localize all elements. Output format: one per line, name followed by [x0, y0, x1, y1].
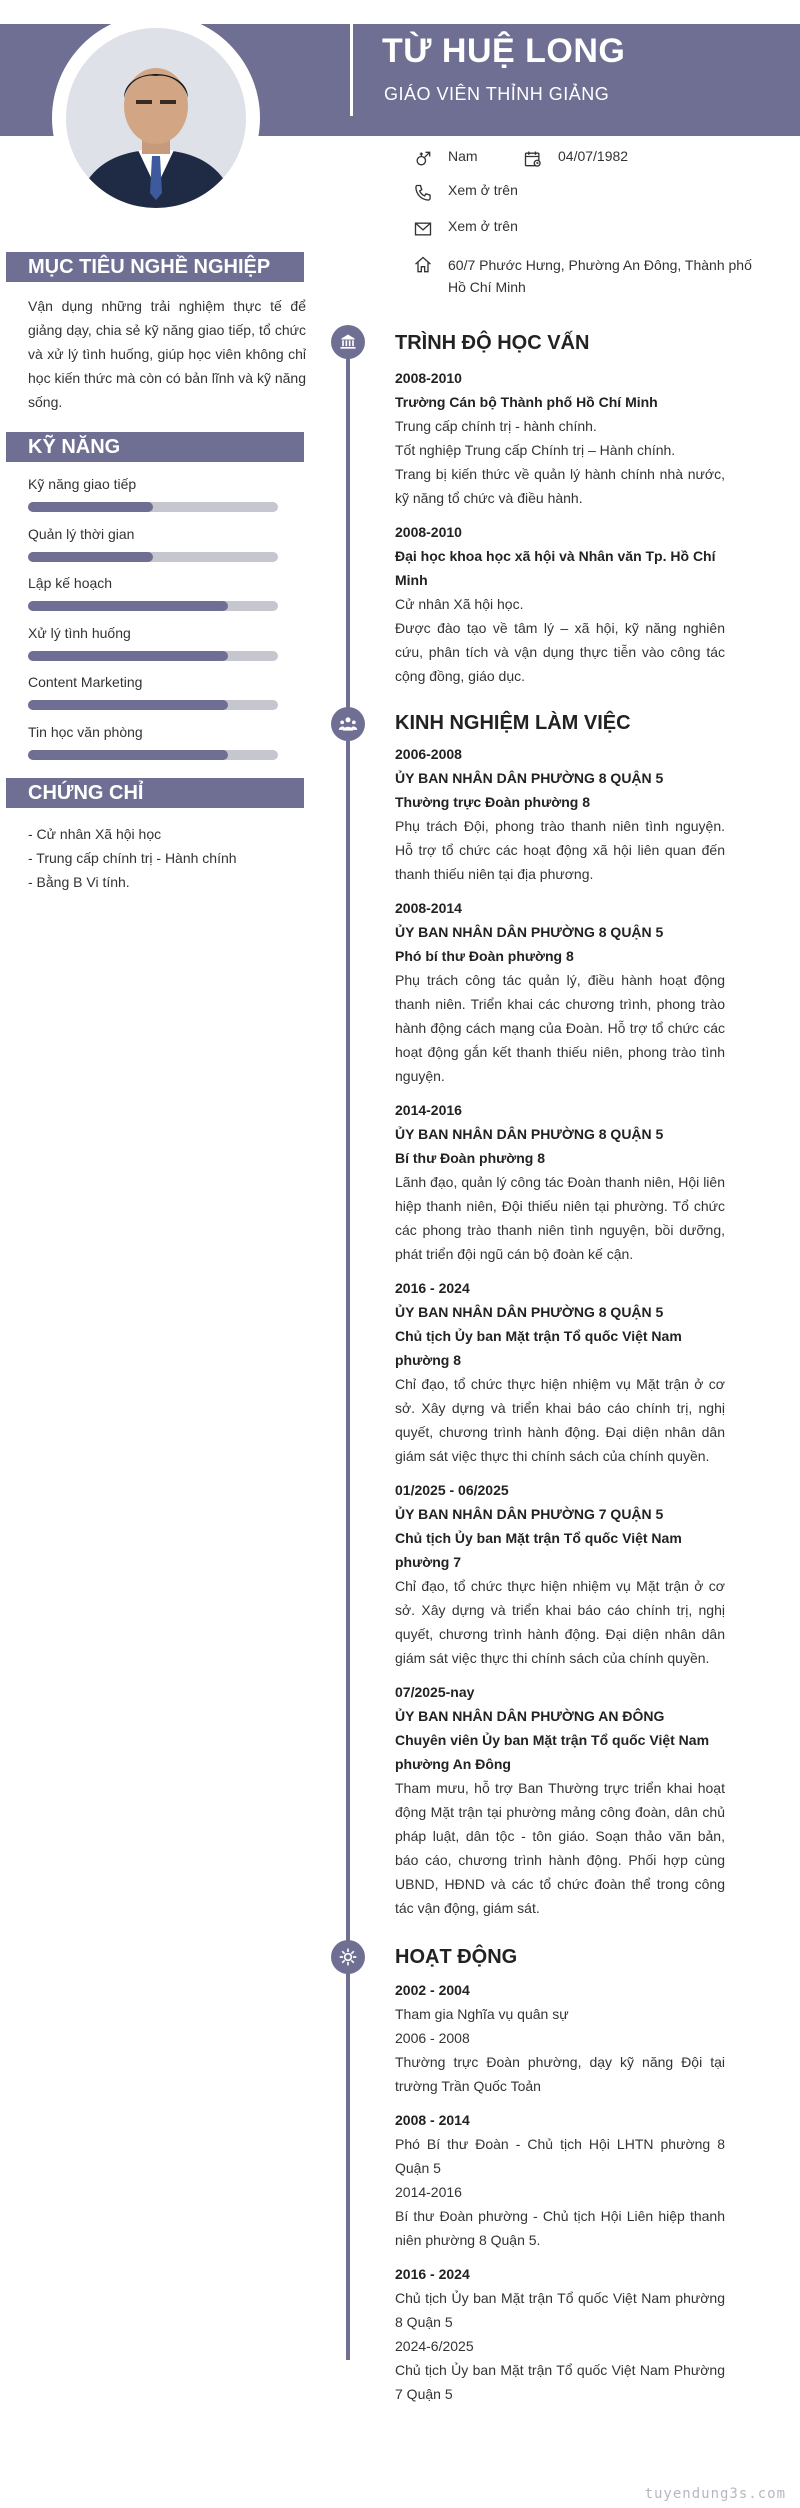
certificate-item: - Trung cấp chính trị - Hành chính: [28, 850, 237, 866]
experience-entry: [395, 742, 725, 886]
skill-bar-track: [28, 700, 278, 710]
activity-period: 2008 - 2014: [395, 2112, 470, 2128]
gender-icon: [412, 148, 434, 170]
certificates-list: [28, 822, 237, 894]
education-line: Cử nhân Xã hội học.: [395, 596, 524, 612]
activity-line: Chủ tịch Ủy ban Mặt trận Tổ quốc Việt Nam phường 8 Quận 5: [395, 2290, 725, 2330]
experience-period: 2006-2008: [395, 746, 462, 762]
address-row: [412, 254, 752, 298]
experience-description: Phụ trách công tác quản lý, điều hành hoạt động thanh niên. Triển khai các chương trình, phong trào hành động cách mạng của Đoàn. Hỗ trợ tổ chức các hoạt động gắn kết thanh thiếu niên, phong trào tình nguyện.: [395, 972, 725, 1084]
skill-bar-track: [28, 502, 278, 512]
experience-org: ỦY BAN NHÂN DÂN PHƯỜNG 8 QUẬN 5: [395, 1304, 664, 1320]
gender-value: Nam: [448, 148, 478, 164]
mail-icon: [412, 218, 434, 240]
activity-line: 2014-2016: [395, 2184, 462, 2200]
skill-item: [28, 526, 278, 562]
experience-entry: [395, 1680, 725, 1920]
skill-label: Lập kế hoạch: [28, 575, 113, 591]
experience-period: 07/2025-nay: [395, 1684, 475, 1700]
activities-icon: [331, 1940, 365, 1974]
experience-description: Tham mưu, hỗ trợ Ban Thường trực triển khai hoạt động Mặt trận tại phường mảng công đoàn, dân chủ pháp luật, dân tộc - tôn giáo. Soạn thảo văn bản, báo cáo, chương trình hành động. Phối hợp cùng UBND, HĐND và các tổ chức đoàn thể trong công tác vận động, giám sát.: [395, 1780, 725, 1916]
education-period: 2008-2010: [395, 370, 462, 386]
gender-row: [412, 148, 478, 170]
skill-bar-fill: [28, 700, 228, 710]
experience-icon: [331, 707, 365, 741]
experience-position: Chuyên viên Ủy ban Mặt trận Tổ quốc Việt Nam phường An Đông: [395, 1732, 710, 1772]
certificate-item: - Bằng B Vi tính.: [28, 874, 130, 890]
experience-entry: [395, 896, 725, 1088]
experience-org: ỦY BAN NHÂN DÂN PHƯỜNG 7 QUẬN 5: [395, 1506, 664, 1522]
experience-entry: [395, 1098, 725, 1266]
experience-period: 2014-2016: [395, 1102, 462, 1118]
certificates-heading: CHỨNG CHỈ: [6, 778, 304, 808]
education-line: Trang bị kiến thức về quản lý hành chính nhà nước, kỹ năng tổ chức và điều hành.: [395, 466, 725, 506]
experience-position: Bí thư Đoàn phường 8: [395, 1150, 545, 1166]
activity-line: Chủ tịch Ủy ban Mặt trận Tổ quốc Việt Nam Phường 7 Quận 5: [395, 2362, 725, 2402]
skill-label: Content Marketing: [28, 674, 143, 690]
activity-line: 2006 - 2008: [395, 2030, 470, 2046]
experience-position: Thường trực Đoàn phường 8: [395, 794, 590, 810]
experience-entry: [395, 1478, 725, 1670]
education-entry: [395, 520, 725, 688]
experience-period: 2016 - 2024: [395, 1280, 470, 1296]
activity-period: 2016 - 2024: [395, 2266, 470, 2282]
skills-heading: KỸ NĂNG: [6, 432, 304, 462]
education-period: 2008-2010: [395, 524, 462, 540]
skill-bar-fill: [28, 502, 153, 512]
skill-label: Kỹ năng giao tiếp: [28, 476, 137, 492]
education-entry: [395, 366, 725, 510]
skill-bar-track: [28, 651, 278, 661]
certificate-item: - Cử nhân Xã hội học: [28, 826, 162, 842]
experience-description: Chỉ đạo, tổ chức thực hiện nhiệm vụ Mặt trận ở cơ sở. Xây dựng và triển khai báo cáo chính trị, nghị quyết, chương trình hành động. Đại diện nhân dân giám sát việc thực thi chính sách của chính quyền.: [395, 1578, 725, 1666]
experience-position: Chủ tịch Ủy ban Mặt trận Tổ quốc Việt Nam phường 7: [395, 1530, 682, 1570]
activity-line: Bí thư Đoàn phường - Chủ tịch Hội Liên hiệp thanh niên phường 8 Quận 5.: [395, 2208, 725, 2248]
education-line: Tốt nghiệp Trung cấp Chính trị – Hành chính.: [395, 442, 676, 458]
experience-org: ỦY BAN NHÂN DÂN PHƯỜNG AN ĐÔNG: [395, 1708, 665, 1724]
phone-value: Xem ở trên: [448, 182, 518, 198]
calendar-icon: [522, 148, 544, 170]
activity-line: Tham gia Nghĩa vụ quân sự: [395, 2006, 569, 2022]
experience-org: ỦY BAN NHÂN DÂN PHƯỜNG 8 QUẬN 5: [395, 924, 664, 940]
education-heading: TRÌNH ĐỘ HỌC VẤN: [395, 332, 590, 354]
phone-icon: [412, 182, 434, 204]
avatar: [66, 28, 246, 208]
candidate-role: GIÁO VIÊN THỈNH GIẢNG: [384, 84, 610, 104]
experience-org: ỦY BAN NHÂN DÂN PHƯỜNG 8 QUẬN 5: [395, 770, 664, 786]
activity-entry: [395, 2262, 725, 2406]
skill-bar-fill: [28, 651, 228, 661]
education-school: Đại học khoa học xã hội và Nhân văn Tp. Hồ Chí Minh: [395, 548, 716, 588]
education-section: [395, 366, 725, 698]
skill-bar-fill: [28, 750, 228, 760]
activities-section: [395, 1978, 725, 2416]
experience-heading: KINH NGHIỆM LÀM VIỆC: [395, 712, 631, 734]
skill-item: [28, 476, 278, 512]
address-value: 60/7 Phước Hưng, Phường An Đông, Thành phố Hồ Chí Minh: [448, 257, 752, 295]
education-line: Được đào tạo về tâm lý – xã hội, kỹ năng nghiên cứu, phân tích và vận dụng thực tiễn vào công tác cộng đồng, giáo dục.: [395, 620, 725, 684]
activity-entry: [395, 2108, 725, 2252]
candidate-name: TỪ HUỆ LONG: [382, 32, 626, 70]
activity-entry: [395, 1978, 725, 2098]
skill-label: Xử lý tình huống: [28, 624, 131, 641]
email-value: Xem ở trên: [448, 218, 518, 234]
skill-item: [28, 575, 278, 611]
skill-item: [28, 674, 278, 710]
home-icon: [412, 254, 434, 276]
timeline-line: [346, 340, 350, 2360]
experience-section: [395, 742, 725, 1930]
experience-description: Lãnh đạo, quản lý công tác Đoàn thanh niên, Hội liên hiệp thanh niên, Đội thiếu niên tại phường. Tổ chức các phong trào thanh niên tình nguyện, bồi dưỡng, phát triển đội ngũ cán bộ đoàn kế cận.: [395, 1174, 725, 1262]
activity-line: Phó Bí thư Đoàn - Chủ tịch Hội LHTN phường 8 Quận 5: [395, 2136, 725, 2176]
activity-period: 2002 - 2004: [395, 1982, 470, 1998]
skill-bar-track: [28, 552, 278, 562]
skill-label: Tin học văn phòng: [28, 723, 143, 740]
birthdate-row: [522, 148, 628, 170]
skill-bar-fill: [28, 601, 228, 611]
header-divider: [350, 24, 353, 116]
experience-org: ỦY BAN NHÂN DÂN PHƯỜNG 8 QUẬN 5: [395, 1126, 664, 1142]
birthdate-value: 04/07/1982: [558, 148, 629, 164]
experience-description: Phụ trách Đội, phong trào thanh niên tình nguyện. Hỗ trợ tổ chức các hoạt động xã hội liên quan đến thanh thiếu niên tại địa phương.: [395, 818, 725, 882]
activity-line: Thường trực Đoàn phường, dạy kỹ năng Đội tại trường Trần Quốc Toản: [395, 2054, 725, 2094]
skill-item: [28, 625, 278, 661]
education-school: Trường Cán bộ Thành phố Hồ Chí Minh: [395, 394, 658, 410]
experience-period: 2008-2014: [395, 900, 462, 916]
experience-position: Chủ tịch Ủy ban Mặt trận Tổ quốc Việt Nam phường 8: [395, 1328, 682, 1368]
skill-bar-fill: [28, 552, 153, 562]
email-row: [412, 218, 518, 240]
skill-item: [28, 724, 278, 760]
experience-description: Chỉ đạo, tổ chức thực hiện nhiệm vụ Mặt trận ở cơ sở. Xây dựng và triển khai báo cáo chính trị, nghị quyết, chương trình hành động. Đại diện nhân dân giám sát việc thực thi chính sách của chính quyền.: [395, 1376, 725, 1464]
portrait-image: [66, 28, 246, 208]
activity-line: 2024-6/2025: [395, 2338, 474, 2354]
watermark: tuyendung3s.com: [644, 2486, 786, 2502]
skill-label: Quản lý thời gian: [28, 525, 135, 542]
experience-period: 01/2025 - 06/2025: [395, 1482, 509, 1498]
phone-row: [412, 182, 518, 204]
education-line: Trung cấp chính trị - hành chính.: [395, 418, 597, 434]
skill-bar-track: [28, 601, 278, 611]
objective-heading: MỤC TIÊU NGHỀ NGHIỆP: [6, 252, 304, 282]
education-icon: [331, 325, 365, 359]
activities-heading: HOẠT ĐỘNG: [395, 1946, 518, 1968]
objective-text: Vận dụng những trải nghiệm thực tế để giảng dạy, chia sẻ kỹ năng giao tiếp, tổ chức và xử lý tình huống, giúp học viên không chỉ học kiến thức mà còn có bản lĩnh và kỹ năng sống.: [28, 298, 306, 410]
experience-entry: [395, 1276, 725, 1468]
skill-bar-track: [28, 750, 278, 760]
experience-position: Phó bí thư Đoàn phường 8: [395, 948, 574, 964]
